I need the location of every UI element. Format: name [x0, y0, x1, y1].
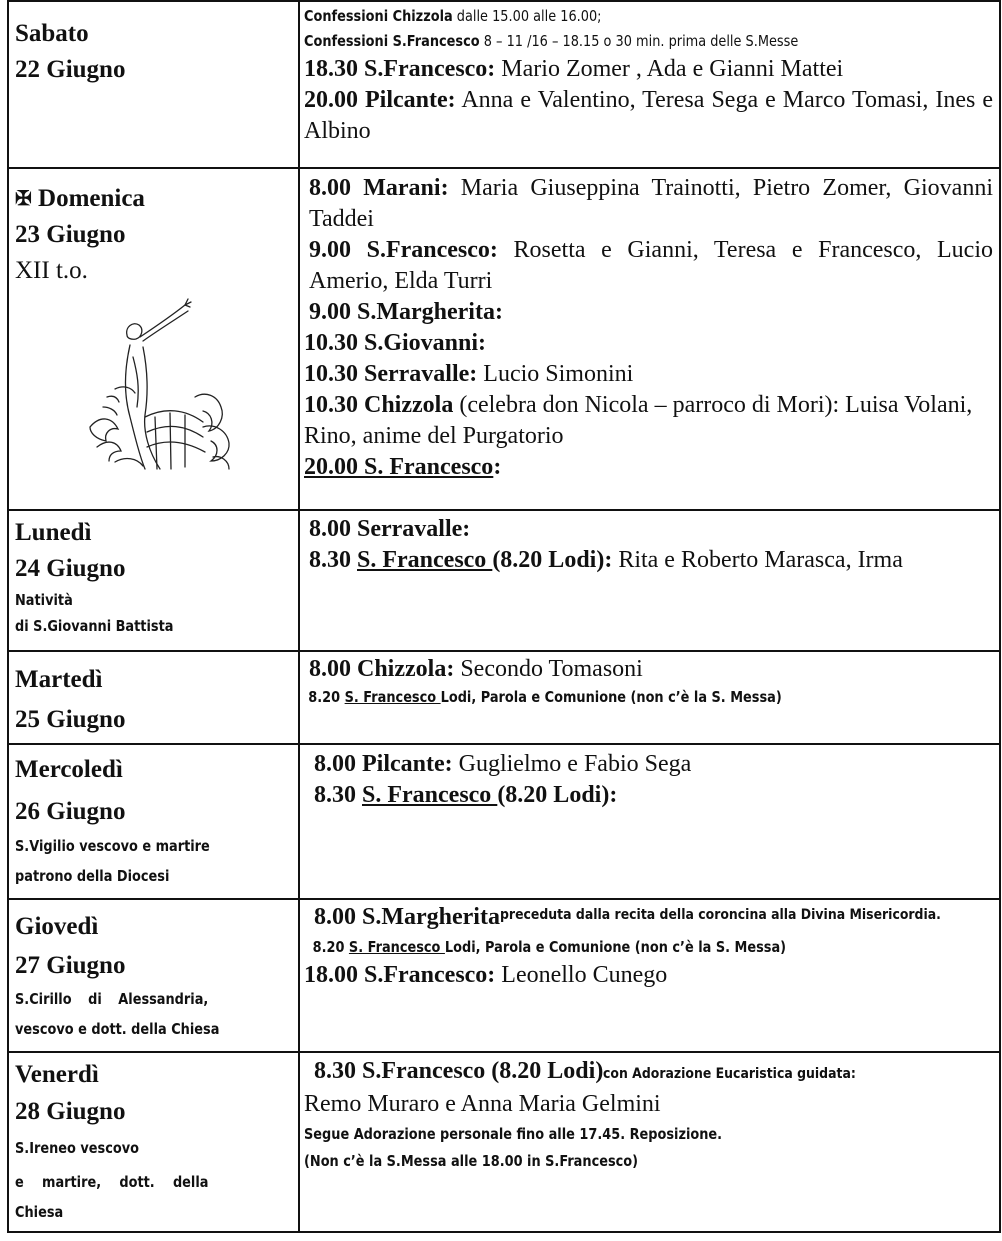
- day-date: 28 Giugno: [15, 1098, 126, 1125]
- day-name: Sabato: [15, 20, 89, 47]
- mass-entry: 8.30 S. Francesco (8.20 Lodi):: [314, 782, 618, 808]
- day-cell: [8, 168, 299, 510]
- row-mercoledi: [8, 744, 1000, 899]
- day-cell: [8, 510, 299, 651]
- row-martedi: [8, 651, 1000, 744]
- day-date: 25 Giugno: [15, 706, 126, 733]
- day-name: Giovedì: [15, 913, 99, 940]
- mass-entry: (Non c’è la S.Messa alle 18.00 in S.Francesco): [304, 1152, 639, 1170]
- feast-note: Chiesa: [15, 1203, 64, 1221]
- feast-note: e martire, dott. della: [15, 1173, 209, 1191]
- mass-entry: 20.00 S. Francesco:: [304, 454, 502, 480]
- mass-entry: 8.30 S. Francesco (8.20 Lodi): Rita e Roberto Marasca, Irma: [309, 547, 903, 573]
- mass-entry: 8.00 S.Margheritapreceduta dalla recita della coroncina alla Divina Misericordia.: [314, 904, 941, 930]
- feast-note: vescovo e dott. della Chiesa: [15, 1020, 220, 1038]
- day-cell: [8, 1, 299, 168]
- day-date: 24 Giugno: [15, 555, 126, 582]
- mass-entry: 8.00 Pilcante: Guglielmo e Fabio Sega: [314, 751, 692, 777]
- day-cell: [8, 744, 299, 899]
- mass-cell: [299, 744, 1000, 899]
- day-cell: [8, 899, 299, 1052]
- mass-cell: [299, 899, 1000, 1052]
- row-giovedi: [8, 899, 1000, 1052]
- gospel-figure-illustration: [15, 289, 298, 477]
- day-date: 27 Giugno: [15, 952, 126, 979]
- day-cell: [8, 651, 299, 744]
- mass-entry: 8.00 Marani: Maria Giuseppina Trainotti, Pietro Zomer, Giovanni Taddei: [309, 175, 993, 232]
- day-name: Lunedì: [15, 519, 92, 546]
- day-name: ✠ Domenica: [15, 185, 145, 212]
- mass-entry: 8.30 S.Francesco (8.20 Lodi)con Adorazione Eucaristica guidata:: [314, 1058, 857, 1084]
- feast-note: S.Ireneo vescovo: [15, 1139, 140, 1157]
- schedule-sheet: [7, 0, 1001, 1233]
- mass-entry: 8.00 Chizzola: Secondo Tomasoni: [309, 656, 643, 682]
- feast-note: patrono della Diocesi: [15, 867, 170, 885]
- mass-entry: 10.30 S.Giovanni:: [304, 330, 487, 356]
- mass-schedule-table: [7, 0, 1001, 1233]
- mass-entry: 20.00 Pilcante: Anna e Valentino, Teresa Sega e Marco Tomasi, Ines e Albino: [304, 87, 993, 144]
- mass-entry: Remo Muraro e Anna Maria Gelmini: [304, 1091, 661, 1117]
- day-cell: [8, 1052, 299, 1232]
- row-domenica: [8, 168, 1000, 510]
- mass-cell: [299, 651, 1000, 744]
- row-sabato: [8, 1, 1000, 168]
- mass-cell: [299, 1052, 1000, 1232]
- cross-icon: ✠: [15, 188, 32, 210]
- confession-line: Confessioni S.Francesco 8 – 11 /16 – 18.15 o 30 min. prima delle S.Messe: [304, 32, 799, 50]
- mass-entry: 9.00 S.Francesco: Rosetta e Gianni, Teresa e Francesco, Lucio Amerio, Elda Turri: [309, 237, 993, 294]
- feast-note: di S.Giovanni Battista: [15, 617, 174, 635]
- day-date: 23 Giugno: [15, 221, 126, 248]
- mass-entry: 18.30 S.Francesco: Mario Zomer , Ada e Gianni Mattei: [304, 56, 844, 82]
- row-venerdi: [8, 1052, 1000, 1232]
- mass-entry: 9.00 S.Margherita:: [309, 299, 503, 325]
- feast-note: S.Vigilio vescovo e martire: [15, 837, 210, 855]
- day-name: Mercoledì: [15, 756, 123, 783]
- day-date: 26 Giugno: [15, 798, 126, 825]
- mass-entry: 10.30 Serravalle: Lucio Simonini: [304, 361, 634, 387]
- day-name: Venerdì: [15, 1061, 99, 1088]
- day-date: 22 Giugno: [15, 56, 126, 83]
- mass-entry: 18.00 S.Francesco: Leonello Cunego: [304, 962, 668, 988]
- mass-cell: [299, 510, 1000, 651]
- mass-entry: Segue Adorazione personale fino alle 17.45. Reposizione.: [304, 1125, 723, 1143]
- row-lunedi: [8, 510, 1000, 651]
- confession-line: Confessioni Chizzola dalle 15.00 alle 16.00;: [304, 7, 602, 25]
- liturgical-note: XII t.o.: [15, 257, 88, 284]
- mass-entry: 8.20 S. Francesco Lodi, Parola e Comunione (non c’è la S. Messa): [308, 688, 782, 706]
- mass-entry: 8.00 Serravalle:: [309, 516, 471, 542]
- day-name: Martedì: [15, 666, 103, 693]
- mass-cell: [299, 1, 1000, 168]
- feast-note: Natività: [15, 591, 73, 609]
- mass-entry: 10.30 Chizzola (celebra don Nicola – parroco di Mori): Luisa Volani, Rino, anime del Purgatorio: [304, 392, 973, 449]
- feast-note: S.Cirillo di Alessandria,: [15, 990, 209, 1008]
- mass-entry: 8.20 S. Francesco Lodi, Parola e Comunione (non c’è la S. Messa): [312, 938, 787, 956]
- mass-cell: [299, 168, 1000, 510]
- gospel-figure-icon: [85, 297, 240, 477]
